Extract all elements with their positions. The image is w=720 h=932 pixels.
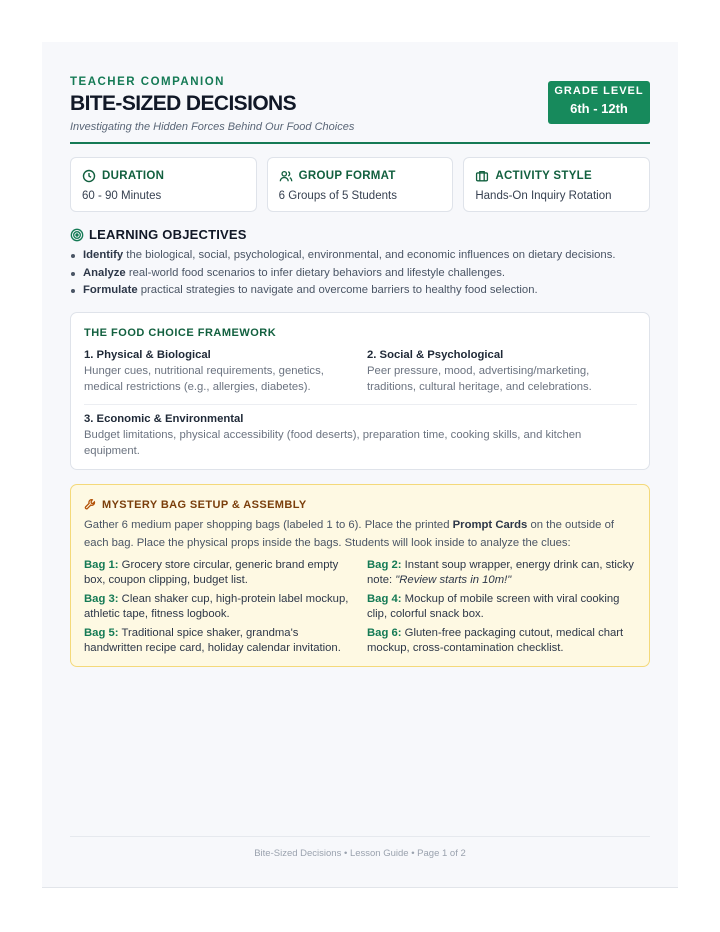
framework-divider [84,404,637,405]
bag-label: Bag 6: [367,627,402,639]
bag-item [367,592,637,621]
info-cards [70,157,650,212]
framework-item-desc: Budget limitations, physical accessibility (food deserts), preparation time, cooking skills, and kitchen equipment. [84,429,582,457]
page-title: BITE-SIZED DECISIONS [70,92,297,115]
card-title: DURATION [102,170,165,182]
duration-card [70,157,257,212]
framework-item [84,347,346,395]
document-page [42,42,678,888]
objectives-heading [70,227,247,242]
bag-item [84,592,354,621]
page-header [70,76,650,144]
bag-contents: Instant soup wrapper, energy drink can, sticky note: [367,559,634,586]
objectives-title: LEARNING OBJECTIVES [89,227,247,242]
card-value: 60 - 90 Minutes [82,190,162,202]
list-item [83,283,643,301]
bag-label: Bag 5: [84,627,119,639]
footer-divider [70,836,650,837]
bag-label: Bag 3: [84,593,119,605]
objective-verb: Identify [83,249,124,261]
grade-level-label: GRADE LEVEL [554,85,644,97]
framework-item-heading: 1. Physical & Biological [84,349,211,361]
briefcase-icon [475,169,489,183]
intro-text: Gather 6 medium paper shopping bags (labeled 1 to 6). Place the printed [84,519,453,531]
wrench-icon [84,498,97,511]
header-kicker: TEACHER COMPANION [70,76,225,88]
list-item [83,248,643,266]
bag-item [367,558,637,587]
bag-setup-heading [84,498,307,511]
card-title: ACTIVITY STYLE [495,170,592,182]
list-item [83,266,643,284]
bag-quote: "Review starts in 10m!" [395,573,512,586]
group-format-card [267,157,454,212]
page-footer: Bite-Sized Decisions • Lesson Guide • Page 1 of 2 [254,848,466,859]
objective-text: practical strategies to navigate and overcome barriers to healthy food selection. [137,284,538,296]
grade-level-value: 6th - 12th [570,101,628,116]
framework-item [367,347,629,395]
bag-contents: Grocery store circular, generic brand empty box, coupon clipping, budget list. [84,559,339,586]
clock-icon [82,169,96,183]
bag-contents: Traditional spice shaker, grandma's handwritten recipe card, holiday calendar invitation. [84,627,341,654]
objectives-list [83,248,643,301]
bag-item [84,626,354,655]
grade-level-badge [548,81,650,124]
framework-title: THE FOOD CHOICE FRAMEWORK [84,327,277,339]
objective-verb: Formulate [83,284,138,296]
bag-label: Bag 1: [84,559,119,571]
framework-item-desc: Peer pressure, mood, advertising/marketing, traditions, cultural heritage, and celebrations. [367,365,592,393]
card-title: GROUP FORMAT [298,170,396,182]
bag-setup-title: MYSTERY BAG SETUP & ASSEMBLY [102,498,307,511]
bag-item [84,558,354,587]
food-choice-framework-box [70,312,650,470]
page-subtitle: Investigating the Hidden Forces Behind Our Food Choices [70,121,355,133]
target-icon [70,228,84,242]
bag-contents: Mockup of mobile screen with viral cooking clip, colorful snack box. [367,593,620,620]
intro-text: on the outside of each bag. Place the physical props inside the bags. Students will look inside to analyze the clues: [84,519,615,549]
framework-item-desc: Hunger cues, nutritional requirements, genetics, medical restrictions (e.g., allergies, diabetes). [84,365,324,393]
objective-text: real-world food scenarios to infer dietary behaviors and lifestyle challenges. [125,266,505,279]
framework-item-heading: 2. Social & Psychological [367,349,504,361]
bag-item [367,626,637,655]
framework-item [84,411,624,459]
bag-contents: Clean shaker cup, high-protein label mockup, athletic tape, fitness logbook. [84,593,349,620]
framework-item-heading: 3. Economic & Environmental [84,413,244,425]
card-value: 6 Groups of 5 Students [278,190,397,202]
activity-style-card [463,157,650,212]
objective-verb: Analyze [83,266,126,279]
bag-contents: Gluten-free packaging cutout, medical chart mockup, cross-contamination checklist. [367,627,624,654]
users-icon [279,169,293,183]
card-value: Hands-On Inquiry Rotation [475,190,612,202]
bag-label: Bag 4: [367,593,402,605]
bag-setup-intro [84,516,640,552]
intro-emphasis: Prompt Cards [452,519,528,531]
bag-label: Bag 2: [367,559,402,571]
objective-text: the biological, social, psychological, environmental, and economic influences on dietary decisions. [123,249,616,261]
mystery-bag-setup-box [70,484,650,667]
